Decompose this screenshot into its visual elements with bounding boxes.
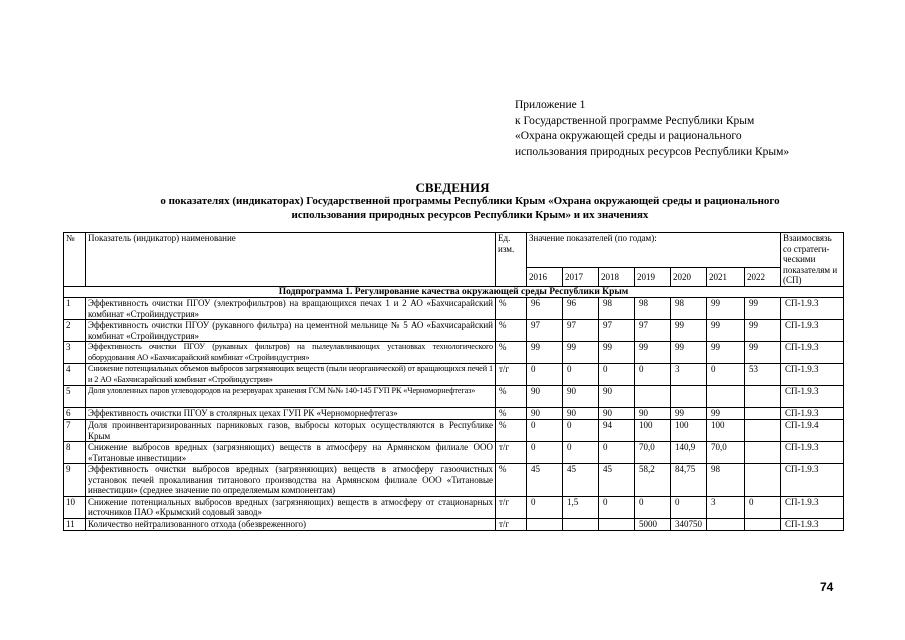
- row-value: 97: [527, 320, 563, 342]
- row-value: 99: [635, 342, 671, 364]
- row-value: 99: [671, 342, 707, 364]
- row-indicator-name: Эффективность очистки ПГОУ (электрофильтров) на вращающихся печах 1 и 2 АО «Бахчисарайский комбинат «Стройиндустрия»: [86, 298, 496, 320]
- row-value: [745, 442, 781, 464]
- row-value: 45: [599, 464, 635, 497]
- row-value: 0: [527, 442, 563, 464]
- row-value: 98: [671, 298, 707, 320]
- row-value: 100: [707, 420, 745, 442]
- row-value: [745, 518, 781, 530]
- row-indicator-name: Эффективность очистки ПГОУ в столярных цехах ГУП РК «Черноморнефтегаз»: [86, 408, 496, 420]
- annex-block: [515, 98, 885, 160]
- row-number: 1: [64, 298, 86, 320]
- row-value: 96: [527, 298, 563, 320]
- row-value: 94: [599, 420, 635, 442]
- row-strategic-link: СП-1.9.3: [781, 408, 844, 420]
- header-values: Значение показателей (по годам):: [527, 233, 781, 268]
- table-row: [64, 298, 844, 320]
- row-value: 98: [635, 298, 671, 320]
- row-number: 7: [64, 420, 86, 442]
- row-value: 0: [527, 496, 563, 518]
- row-value: 96: [563, 298, 599, 320]
- row-value: 97: [635, 320, 671, 342]
- document-subheading: о показателях (индикаторах) Государственной программы Республики Крым «Охрана окружающей среды и рационального использования природных ресурсов Республики Крым» и их значениях: [160, 195, 780, 221]
- row-strategic-link: СП-1.9.4: [781, 420, 844, 442]
- row-indicator-name: Снижение потенциальных объемов выбросов загрязняющих веществ (пыли неорганической) от вращающихся печей 1 и 2 АО «Бахчисарайский комбинат «Стройиндустрия»: [86, 364, 496, 386]
- row-value: 90: [527, 386, 563, 408]
- annex-line: Приложение 1: [515, 99, 586, 111]
- row-strategic-link: СП-1.9.3: [781, 442, 844, 464]
- header-year: 2016: [527, 268, 563, 286]
- row-unit: %: [496, 320, 527, 342]
- row-strategic-link: СП-1.9.3: [781, 364, 844, 386]
- row-number: 6: [64, 408, 86, 420]
- table-row: [64, 342, 844, 364]
- row-value: [707, 518, 745, 530]
- header-year: 2017: [563, 268, 599, 286]
- page-number: 74: [820, 580, 834, 594]
- row-value: 99: [707, 408, 745, 420]
- document-heading: СВЕДЕНИЯ: [415, 180, 490, 195]
- table-row: [64, 386, 844, 408]
- subprogram-title: Подпрограмма 1. Регулирование качества окружающей среды Республики Крым: [64, 286, 844, 298]
- row-value: 90: [599, 386, 635, 408]
- row-number: 3: [64, 342, 86, 364]
- row-value: 99: [671, 408, 707, 420]
- row-value: 0: [599, 496, 635, 518]
- row-unit: %: [496, 386, 527, 408]
- indicators-table: [63, 232, 844, 531]
- row-value: 0: [635, 364, 671, 386]
- row-strategic-link: СП-1.9.3: [781, 518, 844, 530]
- row-indicator-name: Эффективность очистки ПГОУ (рукавного фильтра) на цементной мельнице № 5 АО «Бахчисарайский комбинат «Стройиндустрия»: [86, 320, 496, 342]
- row-number: 8: [64, 442, 86, 464]
- row-number: 10: [64, 496, 86, 518]
- row-unit: %: [496, 464, 527, 497]
- row-value: 340750: [671, 518, 707, 530]
- row-unit: т/г: [496, 442, 527, 464]
- row-value: 0: [563, 420, 599, 442]
- table-row: [64, 408, 844, 420]
- row-value: 99: [745, 342, 781, 364]
- row-value: [745, 420, 781, 442]
- row-value: 3: [707, 496, 745, 518]
- row-value: 1,5: [563, 496, 599, 518]
- row-value: 90: [599, 408, 635, 420]
- row-value: 70,0: [707, 442, 745, 464]
- table-row: [64, 518, 844, 530]
- row-number: 9: [64, 464, 86, 497]
- row-value: 0: [671, 496, 707, 518]
- annex-line: «Охрана окружающей среды и рационального: [515, 130, 742, 142]
- row-value: 58,2: [635, 464, 671, 497]
- row-unit: %: [496, 298, 527, 320]
- row-value: 97: [563, 320, 599, 342]
- row-value: 100: [671, 420, 707, 442]
- header-unit: Ед. изм.: [496, 233, 527, 287]
- row-value: 0: [635, 496, 671, 518]
- row-strategic-link: СП-1.9.3: [781, 386, 844, 408]
- row-value: 99: [599, 342, 635, 364]
- row-value: 99: [707, 298, 745, 320]
- row-value: 99: [745, 320, 781, 342]
- row-value: 45: [563, 464, 599, 497]
- row-value: 97: [599, 320, 635, 342]
- row-unit: %: [496, 420, 527, 442]
- row-value: 99: [707, 320, 745, 342]
- row-unit: %: [496, 408, 527, 420]
- row-value: [707, 386, 745, 408]
- annex-line: к Государственной программе Республики Крым: [515, 114, 755, 127]
- table-row: [64, 496, 844, 518]
- row-strategic-link: СП-1.9.3: [781, 464, 844, 497]
- row-indicator-name: Эффективность очистки ПГОУ (рукавных фильтров) на пылеулавливающих установках технологического оборудования АО «Бахчисарайский комбинат «Стройиндустрия»: [86, 342, 496, 364]
- table-row: [64, 364, 844, 386]
- header-number: №: [64, 233, 86, 287]
- row-value: 99: [563, 342, 599, 364]
- row-indicator-name: Снижение потенциальных выбросов вредных (загрязняющих) веществ в атмосферу от стационарных источников ПАО «Крымский содовый завод»: [86, 496, 496, 518]
- row-value: [563, 518, 599, 530]
- row-value: [635, 386, 671, 408]
- row-value: 98: [599, 298, 635, 320]
- table-row: [64, 320, 844, 342]
- row-value: 99: [745, 298, 781, 320]
- row-value: 3: [671, 364, 707, 386]
- row-value: 99: [707, 342, 745, 364]
- row-value: [745, 386, 781, 408]
- header-year: 2019: [635, 268, 671, 286]
- row-value: 0: [599, 364, 635, 386]
- row-strategic-link: СП-1.9.3: [781, 298, 844, 320]
- row-value: [671, 386, 707, 408]
- row-indicator-name: Доля проинвентаризированных парниковых газов, выбросы которых осуществляются в Республике Крым: [86, 420, 496, 442]
- row-strategic-link: СП-1.9.3: [781, 496, 844, 518]
- table-row: [64, 420, 844, 442]
- header-strategic-link: Взаимосвязь со стратеги- ческими показателям и (СП): [781, 233, 844, 287]
- header-year: 2020: [671, 268, 707, 286]
- row-value: 53: [745, 364, 781, 386]
- row-value: 0: [745, 496, 781, 518]
- row-number: 2: [64, 320, 86, 342]
- annex-line: использования природных ресурсов Республики Крым»: [515, 145, 790, 158]
- row-value: 70,0: [635, 442, 671, 464]
- row-value: 140,9: [671, 442, 707, 464]
- row-strategic-link: СП-1.9.3: [781, 342, 844, 364]
- row-strategic-link: СП-1.9.3: [781, 320, 844, 342]
- row-value: [745, 464, 781, 497]
- row-indicator-name: Доля уловленных паров углеводородов на резервуарах хранения ГСМ №№ 140-145 ГУП РК «Черноморнефтегаз»: [86, 386, 496, 408]
- row-value: 0: [563, 364, 599, 386]
- row-unit: т/г: [496, 364, 527, 386]
- row-value: [599, 518, 635, 530]
- row-value: 99: [671, 320, 707, 342]
- table-row: [64, 464, 844, 497]
- header-year: 2018: [599, 268, 635, 286]
- row-value: [745, 408, 781, 420]
- row-unit: т/г: [496, 496, 527, 518]
- row-value: 0: [599, 442, 635, 464]
- row-value: 90: [635, 408, 671, 420]
- table-row: [64, 442, 844, 464]
- row-value: 84,75: [671, 464, 707, 497]
- row-value: 98: [707, 464, 745, 497]
- row-unit: %: [496, 342, 527, 364]
- row-value: 45: [527, 464, 563, 497]
- row-value: 5000: [635, 518, 671, 530]
- row-number: 4: [64, 364, 86, 386]
- row-value: 0: [563, 442, 599, 464]
- row-value: 99: [527, 342, 563, 364]
- row-value: 100: [635, 420, 671, 442]
- header-indicator: Показатель (индикатор) наименование: [86, 233, 496, 287]
- header-year: 2021: [707, 268, 745, 286]
- header-year: 2022: [745, 268, 781, 286]
- row-value: 0: [707, 364, 745, 386]
- row-indicator-name: Снижение выбросов вредных (загрязняющих) веществ в атмосферу на Армянском филиале ООО «Титановые инвестиции»: [86, 442, 496, 464]
- row-value: 90: [527, 408, 563, 420]
- row-number: 5: [64, 386, 86, 408]
- row-indicator-name: Эффективность очистки выбросов вредных (загрязняющих) веществ в атмосферу газоочистных установок печей прокаливания титанового производства на Армянском филиале ООО «Титановые инвестиции» (среднее значение по определяемым компонентам): [86, 464, 496, 497]
- row-number: 11: [64, 518, 86, 530]
- row-value: 90: [563, 386, 599, 408]
- row-indicator-name: Количество нейтрализованного отхода (обезвреженного): [86, 518, 496, 530]
- row-value: 90: [563, 408, 599, 420]
- row-value: [527, 518, 563, 530]
- row-value: 0: [527, 420, 563, 442]
- row-value: 0: [527, 364, 563, 386]
- subprogram-row: [64, 286, 844, 298]
- row-unit: т/г: [496, 518, 527, 530]
